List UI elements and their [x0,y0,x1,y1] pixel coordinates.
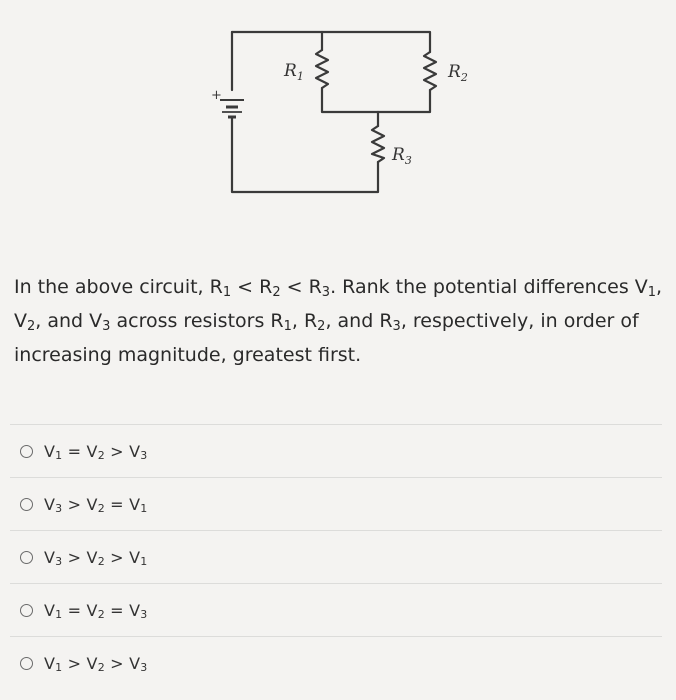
option-4[interactable] [10,583,662,636]
radio-button-4[interactable] [20,604,33,617]
resistor-r1 [316,50,328,88]
wire-top [232,32,430,52]
resistor-r2 [424,52,436,90]
option-2-label: $V_3 > V_2 = V_1$ [44,494,148,515]
resistor-r3 [372,126,384,162]
option-1[interactable] [10,424,662,477]
wire-r1-bottom [322,88,378,112]
option-5-label: $V_1 > V_2 > V_3$ [44,653,148,674]
battery-plus-label: + [211,88,222,103]
r3-label: $R_3$ [392,145,412,167]
option-2[interactable] [10,477,662,530]
circuit-diagram [0,0,676,215]
battery-icon [220,100,244,117]
option-4-label: $V_1 = V_2 = V_3$ [44,600,148,621]
radio-button-2[interactable] [20,498,33,511]
option-3[interactable] [10,530,662,583]
answer-options [10,424,662,689]
question-text: In the above circuit, $R_1 < R_2 < R_3$. Rank the potential differences $V_1$, $V_2$, and $V_3$ across resistors $R_1$, $R_2$, and $R_3$, respectively, in order of increasing magnitude, greatest first. [14,276,663,366]
wire-left-bottom [232,118,378,192]
option-5[interactable] [10,636,662,689]
r1-label: $R_1$ [284,61,304,83]
radio-button-3[interactable] [20,551,33,564]
option-3-label: $V_3 > V_2 > V_1$ [44,547,148,568]
radio-button-5[interactable] [20,657,33,670]
radio-button-1[interactable] [20,445,33,458]
r2-label: $R_2$ [448,62,468,84]
option-1-label: $V_1 = V_2 > V_3$ [44,441,148,462]
wire-r2-bottom [378,90,430,112]
